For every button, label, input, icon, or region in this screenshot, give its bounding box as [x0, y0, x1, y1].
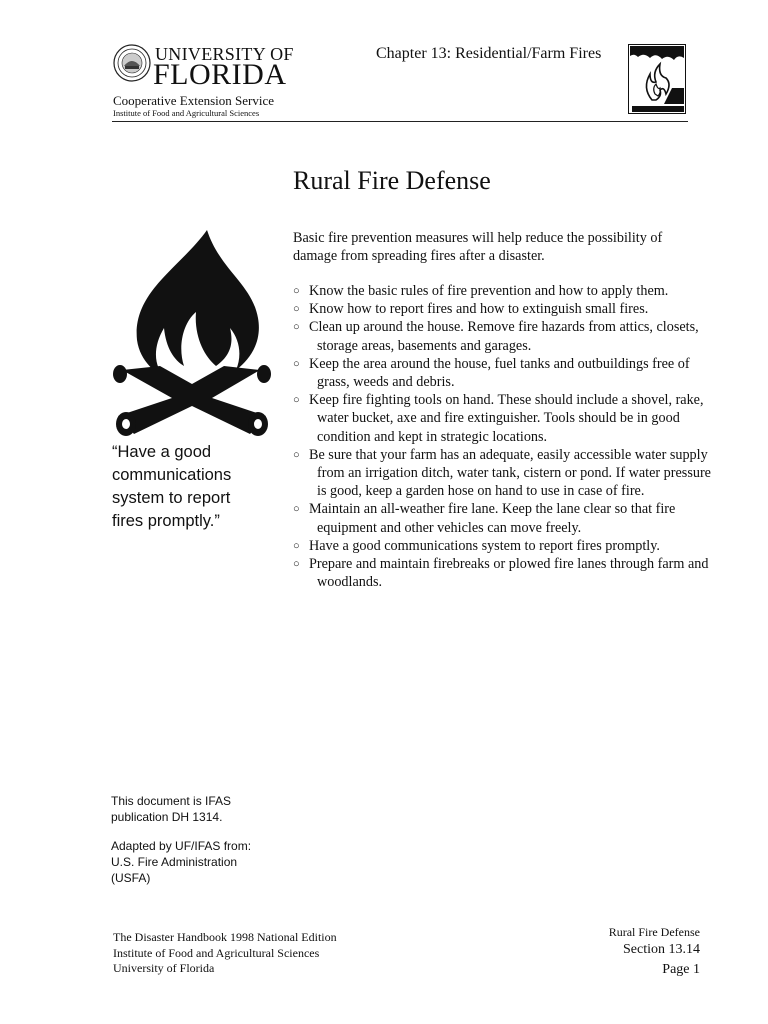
campfire-icon	[112, 228, 272, 438]
footer-source-line: University of Florida	[113, 961, 215, 975]
chapter-title: Chapter 13: Residential/Farm Fires	[376, 45, 602, 62]
adapted-note-line: (USFA)	[111, 871, 151, 885]
university-name-line2: FLORIDA	[153, 58, 287, 91]
adapted-note-line: U.S. Fire Administration	[111, 855, 238, 869]
list-item	[293, 537, 713, 555]
list-item	[293, 555, 713, 591]
list-item-text: Have a good communications system to report fires promptly.	[309, 537, 660, 554]
list-item	[293, 355, 713, 391]
intro-paragraph: Basic fire prevention measures will help reduce the possibility of damage from spreading fires after a disaster.	[293, 230, 663, 265]
bullet-icon: ○	[293, 285, 300, 297]
list-item-text: Clean up around the house. Remove fire hazards from attics, closets, storage areas, basements and garages.	[309, 319, 699, 354]
adapted-note	[111, 838, 291, 886]
bullet-icon: ○	[293, 303, 300, 316]
publication-note	[111, 793, 291, 825]
footer-page-number: Page 1	[662, 962, 700, 977]
list-item	[293, 282, 713, 300]
pull-quote-line: “Have a good	[112, 443, 212, 461]
university-name-line1: UNIVERSITY OF	[155, 44, 294, 64]
pull-quote-line: communications	[112, 466, 232, 484]
footer-source	[113, 930, 337, 977]
bullet-icon: ○	[293, 448, 300, 461]
list-item-text: Know the basic rules of fire prevention and how to apply them.	[309, 283, 669, 299]
list-item-text: Prepare and maintain firebreaks or plowed fire lanes through farm and woodlands.	[309, 556, 709, 591]
bullet-icon: ○	[293, 357, 300, 370]
bullet-icon: ○	[293, 558, 300, 571]
bullet-icon: ○	[293, 321, 300, 334]
list-item-text: Keep the area around the house, fuel tanks and outbuildings free of grass, weeds and debris.	[309, 355, 690, 391]
footer-source-line: Institute of Food and Agricultural Sciences	[113, 945, 320, 960]
pull-quote	[112, 441, 282, 533]
bullet-list	[293, 282, 713, 591]
page-title: Rural Fire Defense	[293, 166, 491, 195]
header-rule	[112, 121, 688, 122]
list-item-text: Keep fire fighting tools on hand. These should include a shovel, rake, water bucket, axe and fire extinguisher. Tools should be in good condition and kept in strategic locations.	[309, 392, 704, 445]
service-name: Cooperative Extension Service	[113, 93, 275, 108]
bullet-icon: ○	[293, 503, 300, 516]
list-item	[293, 391, 713, 446]
adapted-note-line: Adapted by UF/IFAS from:	[111, 839, 252, 853]
bullet-icon: ○	[293, 539, 300, 552]
list-item	[293, 446, 713, 501]
university-seal-icon	[113, 44, 151, 82]
publication-note-line: publication DH 1314.	[111, 810, 223, 824]
pull-quote-line: system to report	[112, 489, 231, 507]
footer-source-line: The Disaster Handbook 1998 National Edition	[113, 930, 337, 944]
pull-quote-line: fires promptly.”	[112, 512, 220, 530]
list-item-text: Be sure that your farm has an adequate, easily accessible water supply from an irrigation ditch, water tank, cistern or pond. If water pressure is good, keep a garden hose on hand to use in case of fire.	[309, 446, 711, 500]
footer-section: Section 13.14	[623, 942, 700, 957]
list-item	[293, 500, 713, 536]
fire-house-icon	[628, 44, 686, 114]
list-item-text: Know how to report fires and how to extinguish small fires.	[309, 301, 649, 318]
list-item-text: Maintain an all-weather fire lane. Keep the lane clear so that fire equipment and other vehicles can move freely.	[309, 501, 676, 536]
publication-note-line: This document is IFAS	[111, 794, 232, 808]
bullet-icon: ○	[293, 394, 300, 407]
institute-name: Institute of Food and Agricultural Sciences	[113, 108, 260, 118]
list-item	[293, 300, 713, 318]
footer-page-info	[609, 924, 700, 980]
list-item	[293, 318, 713, 354]
footer-doc-title: Rural Fire Defense	[608, 925, 700, 939]
